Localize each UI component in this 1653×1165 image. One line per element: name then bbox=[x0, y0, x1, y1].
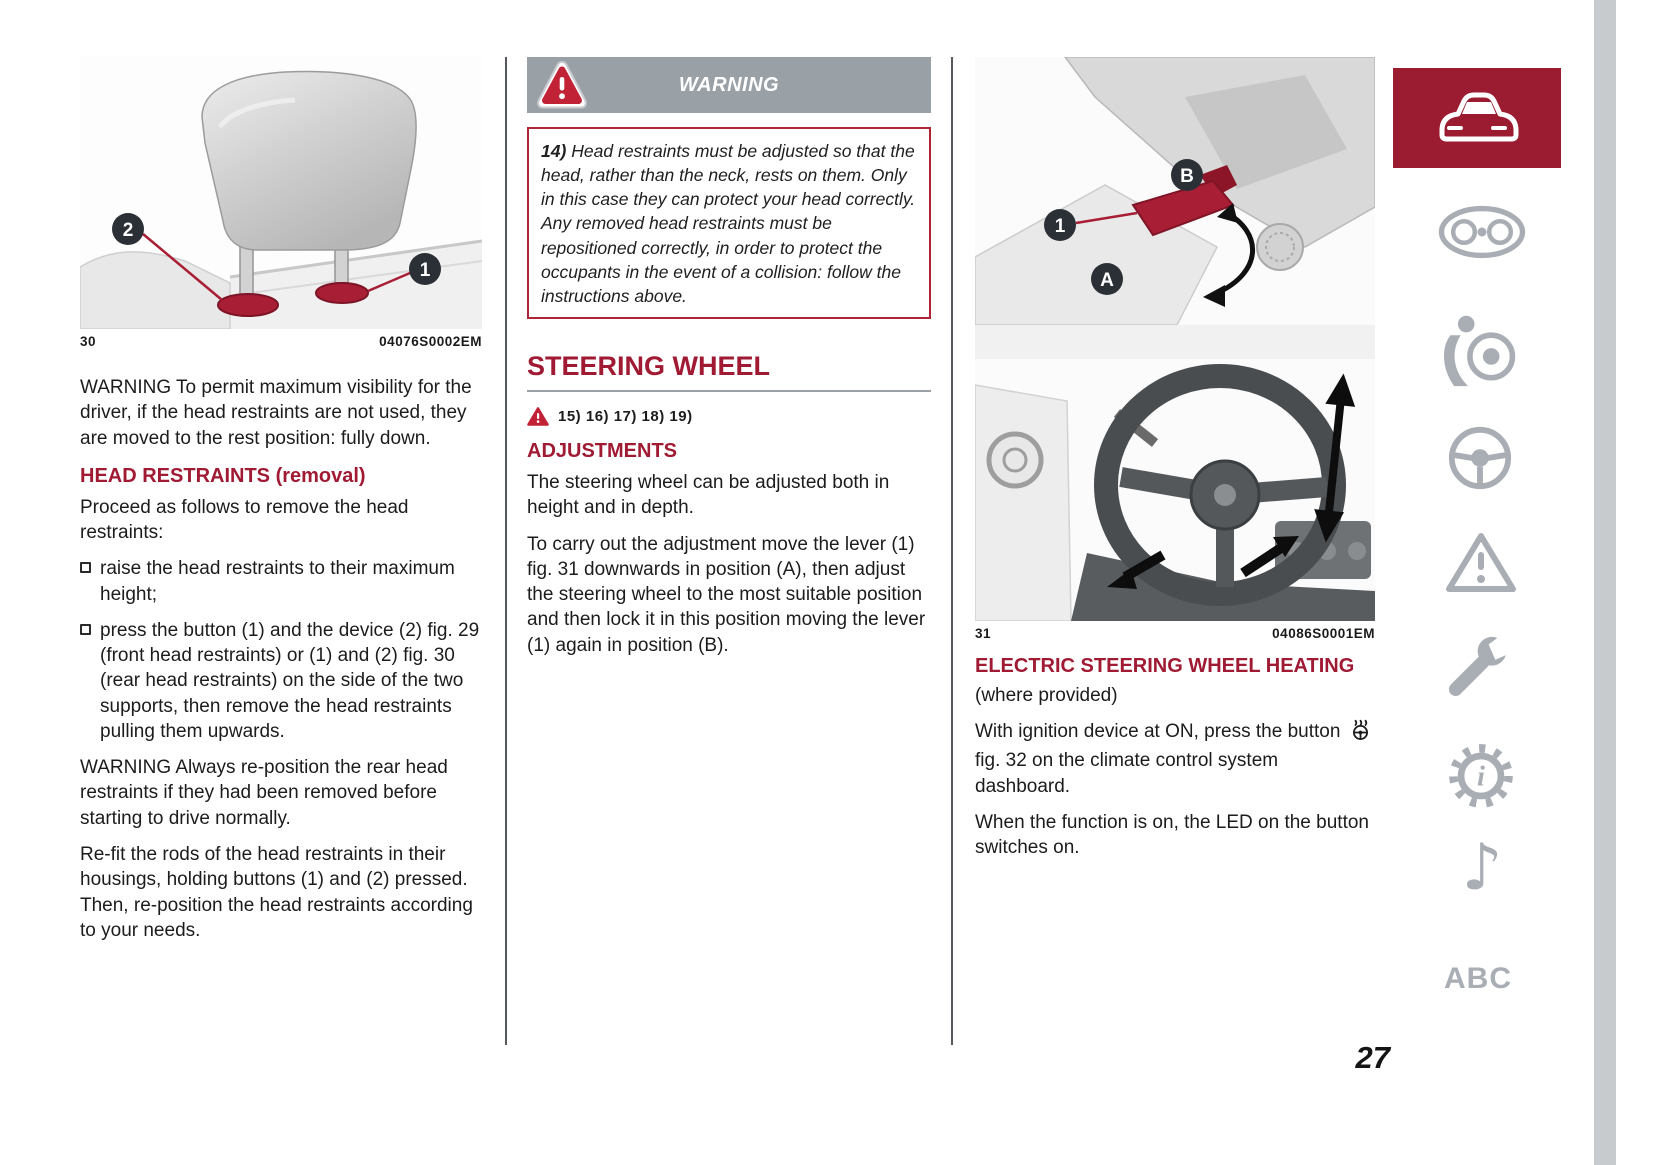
tab-index-abc[interactable]: ABC bbox=[1444, 962, 1512, 995]
column-head-restraints bbox=[80, 57, 482, 954]
airbag-person-icon bbox=[1444, 312, 1518, 388]
svg-text:B: B bbox=[1180, 166, 1194, 187]
subnote-where-provided: (where provided) bbox=[975, 685, 1118, 706]
car-icon bbox=[1429, 88, 1525, 148]
warning-triangle-icon bbox=[1443, 530, 1519, 596]
gear-info-icon bbox=[1443, 738, 1519, 814]
warning-note-text: Head restraints must be adjusted so that the head, rather than the neck, rests on them. Only in this case they can protect your head correctly. Any removed head restraints must be repositioned correctly, in order to protect the occupants in the event of a collision: follow the instructions above. bbox=[541, 141, 916, 306]
heading-head-restraints-removal: HEAD RESTRAINTS (removal) bbox=[80, 464, 366, 487]
svg-text:1: 1 bbox=[419, 260, 431, 281]
steering-column-illustration bbox=[975, 57, 1375, 325]
list-item bbox=[80, 618, 482, 744]
heading-electric-steering-heating: ELECTRIC STEERING WHEEL HEATING bbox=[975, 655, 1355, 677]
paragraph-heating-text-2: fig. 32 on the climate control system dashboard. bbox=[975, 750, 1279, 797]
paragraph-proceed: Proceed as follows to remove the head restraints: bbox=[80, 496, 409, 544]
tab-warnings[interactable] bbox=[1443, 530, 1519, 596]
svg-text:A: A bbox=[1100, 270, 1114, 291]
figure-code: 04076S0002EM bbox=[379, 334, 482, 349]
warning-banner-title: WARNING bbox=[678, 73, 780, 96]
callout-1 bbox=[409, 253, 441, 285]
tab-maintenance[interactable] bbox=[1443, 630, 1519, 708]
figure-caption bbox=[80, 334, 482, 349]
figure-caption bbox=[975, 626, 1375, 641]
figure-head-restraints bbox=[80, 57, 482, 329]
tab-instrument-cluster[interactable] bbox=[1437, 202, 1527, 262]
warning-reference-numbers: 15) 16) 17) 18) 19) bbox=[558, 407, 693, 425]
steering-wheel-illustration bbox=[975, 325, 1375, 621]
warning-note-number: 14) bbox=[541, 141, 567, 161]
warning-note-box bbox=[527, 127, 931, 319]
tab-safety-airbag[interactable] bbox=[1444, 312, 1518, 388]
paragraph-led: When the function is on, the LED on the button switches on. bbox=[975, 811, 1369, 859]
svg-text:1: 1 bbox=[1054, 216, 1066, 237]
figure-steering-column-lever bbox=[975, 57, 1375, 325]
column-divider bbox=[951, 57, 953, 1045]
warning-references bbox=[527, 407, 931, 426]
list-item-text: press the button (1) and the device (2) fig. 29 (front head restraints) or (1) and (2) fig. 30 (rear head restraints) on the side of the two supports, then remove the head restraints pulling them upwards. bbox=[100, 619, 480, 742]
paragraph-heating-text-1: With ignition device at ON, press the button bbox=[975, 721, 1341, 742]
paragraph-warning-reposition: WARNING Always re-position the rear head restraints if they had been removed before starting to drive normally. bbox=[80, 757, 448, 829]
warning-triangle-small-icon bbox=[527, 407, 549, 426]
page-number: 27 bbox=[1355, 1040, 1390, 1075]
tab-multimedia[interactable] bbox=[1448, 831, 1516, 905]
callout-B bbox=[1171, 159, 1203, 191]
paragraph-refit: Re-fit the rods of the head restraints in their housings, holding buttons (1) and (2) pressed. Then, re-position the head restraints according to your needs. bbox=[80, 843, 473, 941]
figure-number: 31 bbox=[975, 626, 992, 641]
instrument-cluster-icon bbox=[1437, 202, 1527, 262]
figure-code: 04086S0001EM bbox=[1272, 626, 1375, 641]
svg-text:2: 2 bbox=[122, 220, 134, 241]
paragraph-adjust-2: To carry out the adjustment move the lever (1) fig. 31 downwards in position (A), then adjust the steering wheel to the most suitable position and then lock it in this position moving the lever (1) again in position (B). bbox=[527, 533, 926, 656]
warning-shield-icon bbox=[536, 60, 588, 115]
figure-number: 30 bbox=[80, 334, 97, 349]
square-bullet-icon bbox=[80, 562, 91, 573]
list-item-text: raise the head restraints to their maximum height; bbox=[100, 558, 455, 605]
warning-banner bbox=[527, 57, 931, 113]
music-note-icon: ♪ bbox=[1461, 831, 1503, 905]
list-item bbox=[80, 556, 482, 607]
steering-wheel-icon bbox=[1446, 424, 1514, 492]
tab-technical-info[interactable] bbox=[1443, 738, 1519, 814]
figure-steering-wheel-adjust bbox=[975, 325, 1375, 621]
paragraph-adjust-1: The steering wheel can be adjusted both in height and in depth. bbox=[527, 471, 890, 519]
callout-1 bbox=[1044, 209, 1076, 241]
column-steering-figures bbox=[975, 57, 1375, 871]
callout-A bbox=[1091, 263, 1123, 295]
wrench-icon bbox=[1443, 630, 1519, 708]
heading-adjustments: ADJUSTMENTS bbox=[527, 439, 678, 462]
page-edge-strip bbox=[1594, 0, 1616, 1165]
square-bullet-icon bbox=[80, 624, 91, 635]
head-restraint-illustration bbox=[80, 57, 482, 329]
paragraph-warning-visibility: WARNING To permit maximum visibility for the driver, if the head restraints are not used, they are moved to the rest position: fully down. bbox=[80, 377, 472, 449]
column-warning-steering bbox=[527, 57, 931, 669]
column-divider bbox=[505, 57, 507, 1045]
tab-steering[interactable] bbox=[1446, 424, 1514, 492]
paragraph-heating bbox=[975, 719, 1375, 799]
svg-text:i: i bbox=[1477, 761, 1485, 793]
steering-wheel-heating-button-icon bbox=[1349, 719, 1372, 748]
callout-2 bbox=[112, 213, 144, 245]
tab-vehicle-active[interactable] bbox=[1393, 68, 1561, 168]
section-title-steering-wheel: STEERING WHEEL bbox=[527, 351, 931, 392]
